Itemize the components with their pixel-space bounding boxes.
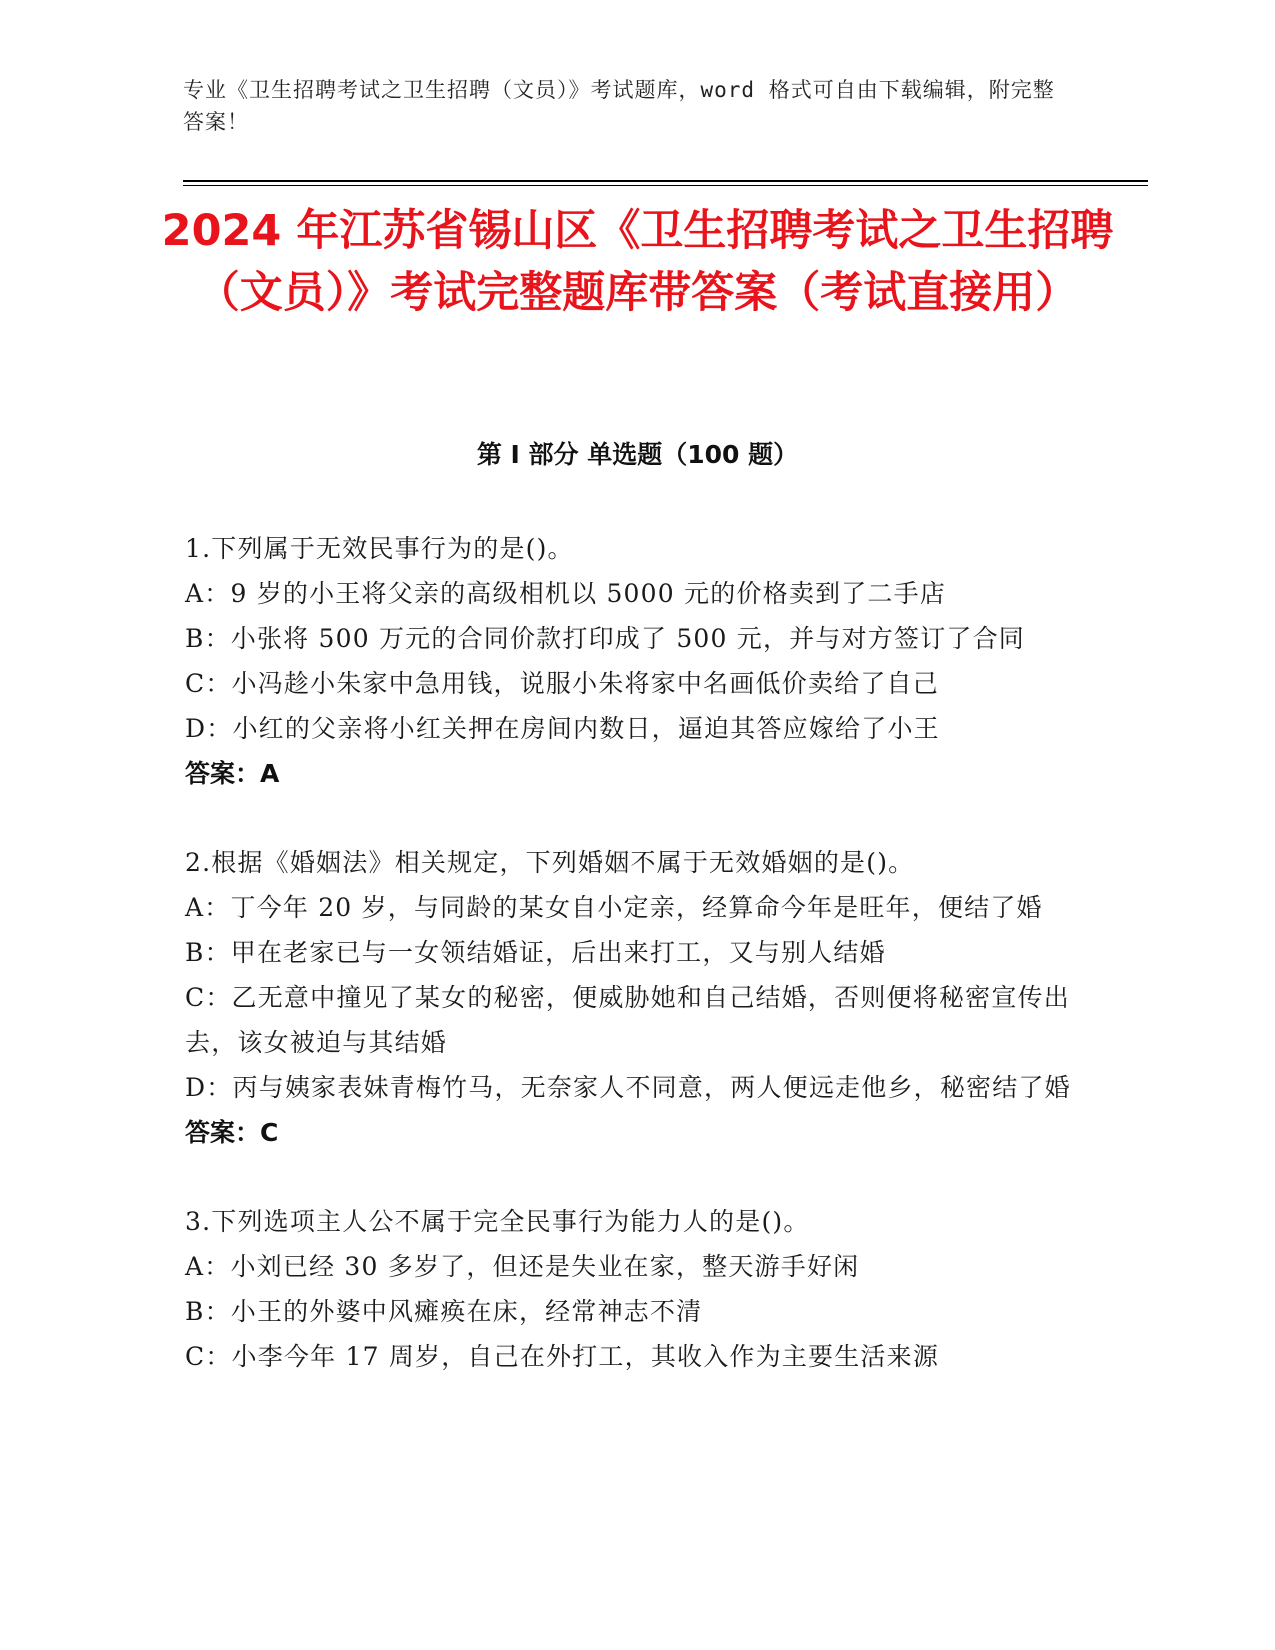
option-d: D：小红的父亲将小红关押在房间内数日，逼迫其答应嫁给了小王 bbox=[185, 714, 940, 743]
option-b: B：小王的外婆中风瘫痪在床，经常神志不清 bbox=[185, 1297, 703, 1326]
option-a: A：丁今年 20 岁，与同龄的某女自小定亲，经算命今年是旺年，便结了婚 bbox=[185, 893, 1043, 922]
header-rule-thin bbox=[183, 185, 1148, 186]
option-b: B：甲在老家已与一女领结婚证，后出来打工，又与别人结婚 bbox=[185, 938, 886, 967]
question-stem: 1.下列属于无效民事行为的是()。 bbox=[185, 534, 574, 563]
section-title: 第 I 部分 单选题（100 题） bbox=[476, 440, 799, 469]
question-list bbox=[185, 526, 1085, 1423]
question-stem: 3.下列选项主人公不属于完全民事行为能力人的是()。 bbox=[185, 1207, 810, 1236]
answer-line: 答案：C bbox=[185, 1118, 279, 1147]
header-note: 专业《卫生招聘考试之卫生招聘（文员）》考试题库，word 格式可自由下载编辑，附完整答案！ bbox=[183, 78, 1055, 134]
header-rule-thick bbox=[183, 180, 1148, 182]
question-2 bbox=[185, 840, 1085, 1155]
option-c: C：小李今年 17 周岁，自己在外打工，其收入作为主要生活来源 bbox=[185, 1342, 940, 1371]
option-d: D：丙与姨家表妹青梅竹马，无奈家人不同意，两人便远走他乡，秘密结了婚 bbox=[185, 1073, 1071, 1102]
option-c: C：小冯趁小朱家中急用钱，说服小朱将家中名画低价卖给了自己 bbox=[185, 669, 939, 698]
document-title: 2024 年江苏省锡山区《卫生招聘考试之卫生招聘（文员）》考试完整题库带答案（考试直接用） bbox=[161, 206, 1114, 318]
option-a: A：9 岁的小王将父亲的高级相机以 5000 元的价格卖到了二手店 bbox=[185, 579, 947, 608]
question-stem: 2.根据《婚姻法》相关规定，下列婚姻不属于无效婚姻的是()。 bbox=[185, 848, 915, 877]
option-a: A：小刘已经 30 多岁了，但还是失业在家，整天游手好闲 bbox=[185, 1252, 860, 1281]
answer-line: 答案：A bbox=[185, 759, 280, 788]
option-b: B：小张将 500 万元的合同价款打印成了 500 元，并与对方签订了合同 bbox=[185, 624, 1025, 653]
question-1 bbox=[185, 526, 1085, 796]
question-3 bbox=[185, 1199, 1085, 1379]
option-c: C：乙无意中撞见了某女的秘密，便威胁她和自己结婚，否则便将秘密宣传出去，该女被迫与其结婚 bbox=[185, 983, 1070, 1057]
